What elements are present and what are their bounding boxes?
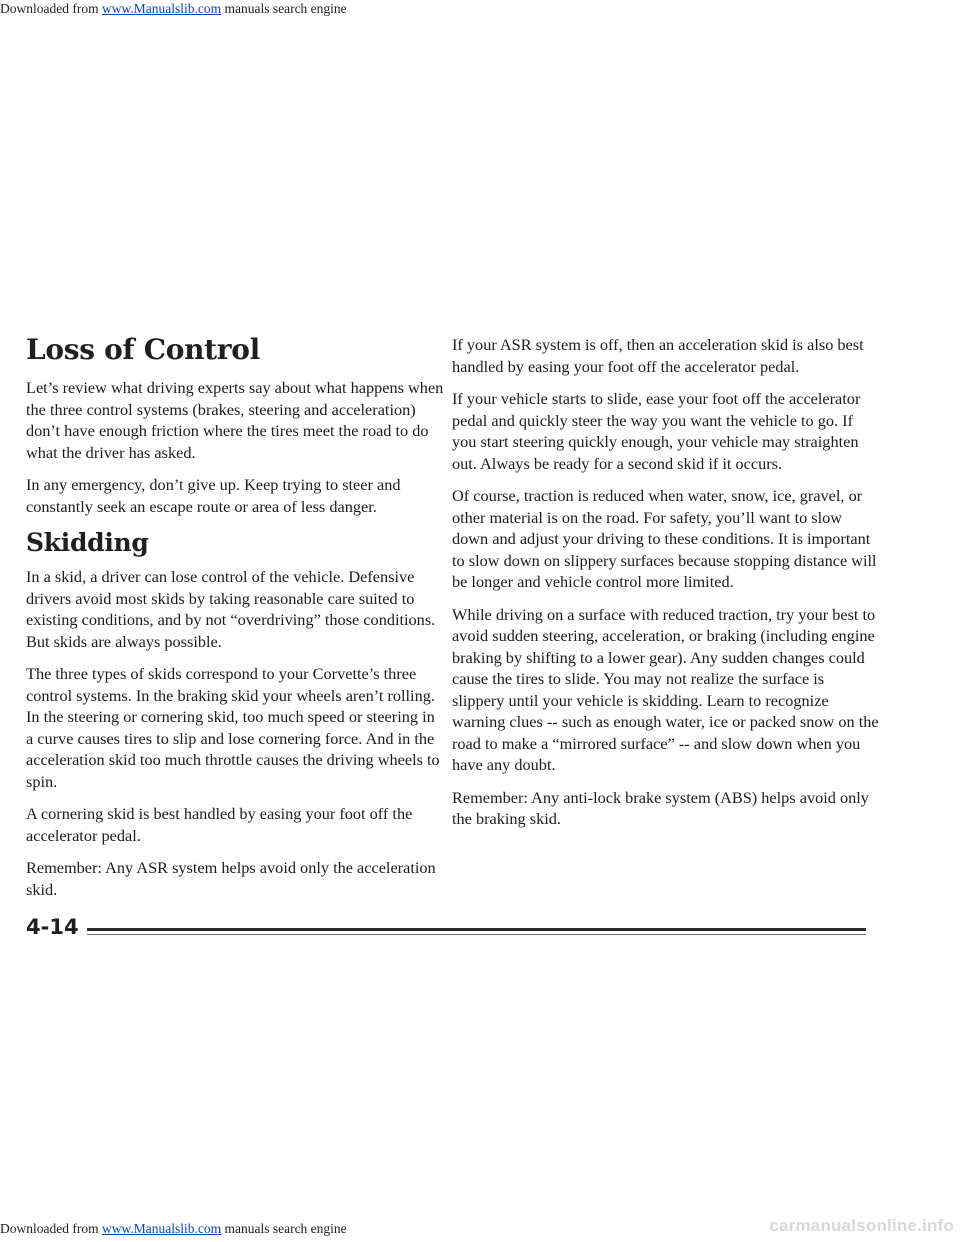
paragraph: If your vehicle starts to slide, ease your foot off the accelerator pedal and quickly steer the way you want the vehicle to go. If you start steering quickly enough, your vehicle may straighten out. Always be ready for a second skid if it occurs. <box>452 389 861 473</box>
paragraph: Let’s review what driving experts say about what happens when the three control systems (brakes, steering and acceleration) don’t have enough friction where the tires meet the road to do what the driver has asked. <box>26 378 444 462</box>
banner-suffix: manuals search engine <box>221 1 347 16</box>
section-title-skidding: Skidding <box>26 528 149 557</box>
paragraph: A cornering skid is best handled by easing your foot off the accelerator pedal. <box>26 804 413 845</box>
download-banner-top <box>0 1 347 17</box>
watermark: carmanualsonline.info <box>769 1216 954 1235</box>
right-column <box>452 333 880 841</box>
manualslib-link[interactable]: www.Manualslib.com <box>101 1 222 16</box>
paragraph: If your ASR system is off, then an acceleration skid is also best handled by easing your foot off the accelerator pedal. <box>452 335 864 376</box>
paragraph: Remember: Any ASR system helps avoid only the acceleration skid. <box>26 858 436 899</box>
banner-prefix: Downloaded from <box>0 1221 102 1236</box>
banner-suffix: manuals search engine <box>221 1221 347 1236</box>
download-banner-bottom <box>0 1221 347 1237</box>
paragraph: While driving on a surface with reduced traction, try your best to avoid sudden steering, acceleration, or braking (including engine braking by shifting to a lower gear). Any sudden changes could cause the tires to slide. You may not realize the surface is slippery until your vehicle is skidding. Learn to recognize warning clues -- such as enough water, ice or packed snow on the road to make a “mirrored surface” -- and slow down when you have any doubt. <box>452 604 879 774</box>
paragraph: Remember: Any anti-lock brake system (ABS) helps avoid only the braking skid. <box>452 787 869 828</box>
paragraph: In a skid, a driver can lose control of the vehicle. Defensive drivers avoid most skids by taking reasonable care suited to existing conditions, and by not “overdriving” those conditions. But skids are always possible. <box>26 567 436 651</box>
banner-prefix: Downloaded from <box>0 1 102 16</box>
paragraph: The three types of skids correspond to your Corvette’s three control systems. In the braking skid your wheels aren’t rolling. In the steering or cornering skid, too much speed or steering in a curve causes tires to slip and lose cornering force. And in the acceleration skid too much throttle causes the driving wheels to spin. <box>26 664 440 791</box>
left-column <box>26 333 446 911</box>
paragraph: In any emergency, don’t give up. Keep trying to steer and constantly seek an escape route or area of less danger. <box>26 475 401 516</box>
section-title-loss-of-control: Loss of Control <box>26 333 260 366</box>
manualslib-link[interactable]: www.Manualslib.com <box>101 1221 222 1236</box>
footer-rule-thin <box>68 934 866 935</box>
page-number: 4-14 <box>26 914 87 940</box>
footer-rule <box>68 928 866 931</box>
paragraph: Of course, traction is reduced when water, snow, ice, gravel, or other material is on the road. For safety, you’ll want to slow down and adjust your driving to these conditions. It is important to slow down on slippery surfaces because stopping distance will be longer and vehicle control more limited. <box>452 486 877 591</box>
